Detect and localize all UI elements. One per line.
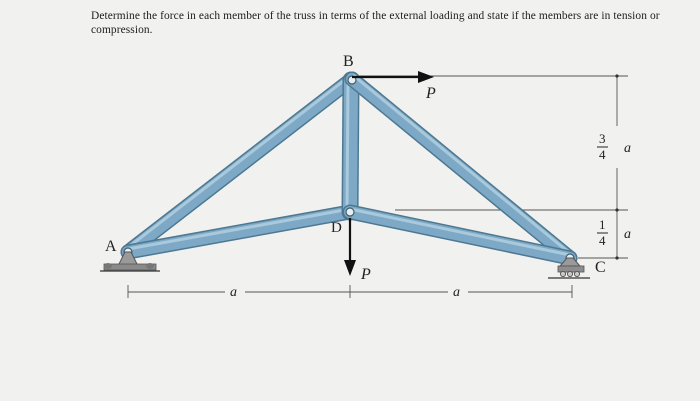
load-label-horizontal: P	[426, 85, 436, 102]
member-BD	[347, 80, 351, 212]
joint-label-D: D	[331, 220, 342, 236]
fraction-lower-numerator: 1	[599, 217, 606, 232]
span-label-right: a	[453, 285, 460, 300]
fraction-lower-unit: a	[624, 227, 631, 242]
dim-node-top	[615, 74, 618, 77]
height-label-lower	[597, 217, 631, 248]
fraction-lower-denominator: 4	[599, 233, 606, 248]
pin-D	[346, 208, 354, 216]
roller-3	[574, 271, 579, 276]
roller-2	[567, 271, 572, 276]
dim-node-mid	[615, 208, 618, 211]
roller-1	[560, 271, 565, 276]
dim-node-bottom	[615, 256, 618, 259]
problem-statement: Determine the force in each member of the truss in terms of the external loading and state if the members are in tension or compression.	[91, 10, 660, 37]
fraction-upper-numerator: 3	[599, 131, 606, 146]
fraction-upper-denominator: 4	[599, 147, 606, 162]
joint-label-C: C	[595, 259, 606, 276]
load-arrow-vertical	[344, 218, 356, 276]
joint-label-A: A	[105, 238, 117, 255]
span-label-left: a	[230, 285, 237, 300]
joint-label-B: B	[343, 53, 354, 70]
height-label-upper	[597, 131, 631, 162]
load-label-vertical: P	[361, 266, 371, 283]
fraction-upper-unit: a	[624, 141, 631, 156]
